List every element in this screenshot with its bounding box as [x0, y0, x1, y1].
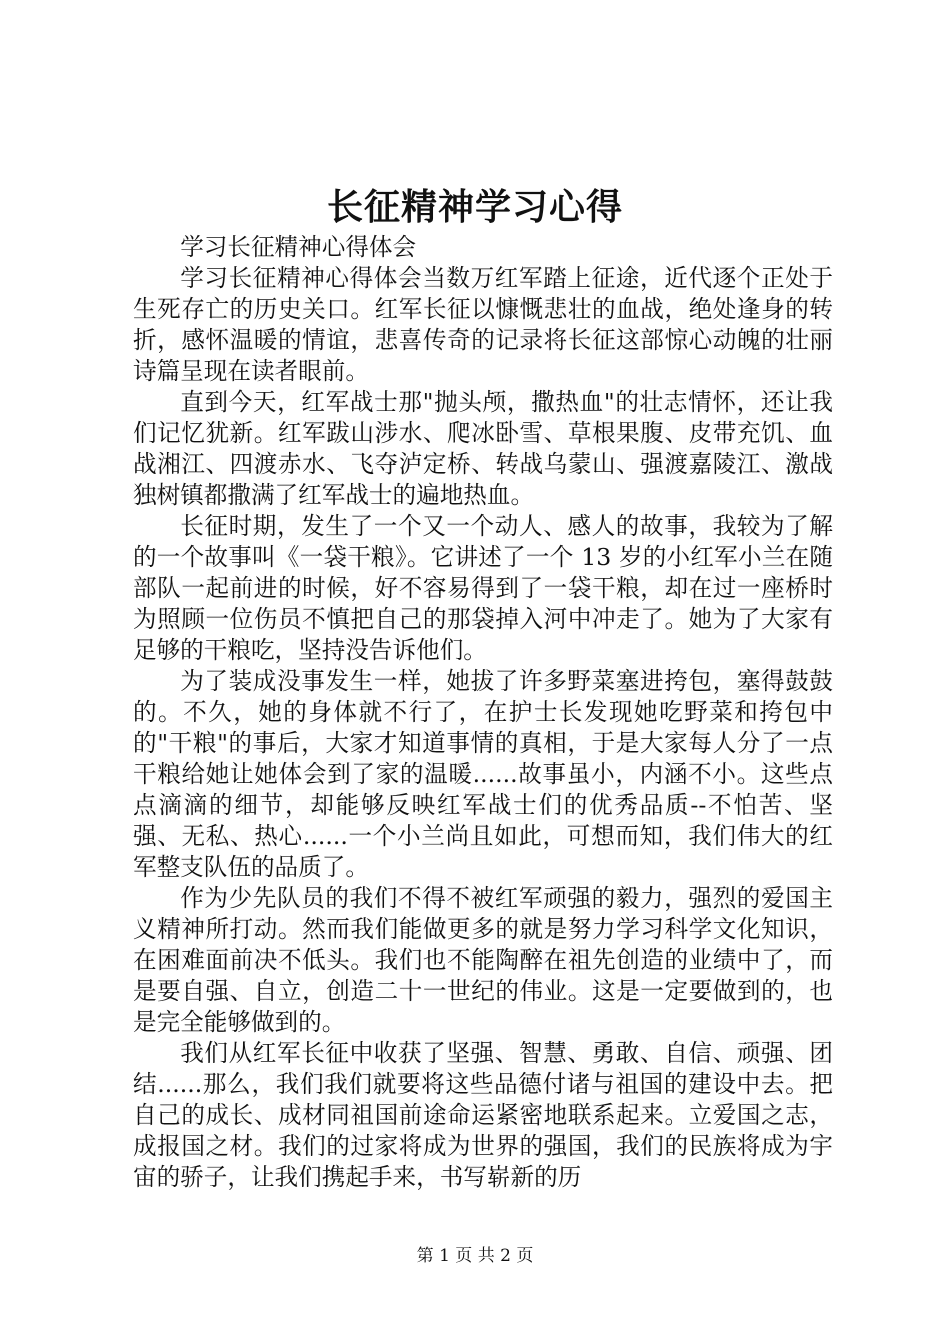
- paragraph: 直到今天，红军战士那"抛头颅，撒热血"的壮志情怀，还让我们记忆犹新。红军跋山涉水、爬冰卧雪、草根果腹、皮带充饥、血战湘江、四渡赤水、飞夺泸定桥、转战乌蒙山、强渡嘉陵江、激战独树镇都撒满了红军战士的遍地热血。: [133, 388, 833, 509]
- paragraph-subtitle: 学习长征精神心得体会: [180, 233, 417, 261]
- paragraph: 我们从红军长征中收获了坚强、智慧、勇敢、自信、顽强、团结......那么，我们我们就要将这些品德付诸与祖国的建设中去。把自己的成长、成材同祖国前途命运紧密地联系起来。立爱国之志，成报国之材。我们的过家将成为世界的强国，我们的民族将成为宇宙的骄子，让我们携起手来，书写崭新的历: [133, 1039, 833, 1191]
- paragraph: 长征时期，发生了一个又一个动人、感人的故事，我较为了解的一个故事叫《一袋干粮》。它讲述了一个 13 岁的小红军小兰在随部队一起前进的时候，好不容易得到了一袋干粮，却在过一座桥时为照顾一位伤员不慎把自己的那袋掉入河中冲走了。她为了大家有足够的干粮吃，坚持没告诉他们。: [133, 512, 833, 664]
- document-body: [133, 232, 833, 1193]
- paragraph: 为了装成没事发生一样，她拔了许多野菜塞进挎包，塞得鼓鼓的。不久，她的身体就不行了，在护士长发现她吃野菜和挎包中的"干粮"的事后，大家才知道事情的真相，于是大家每人分了一点干粮给她让她体会到了家的温暖......故事虽小，内涵不小。这些点点滴滴的细节，却能够反映红军战士们的优秀品质--不怕苦、坚强、无私、热心......一个小兰尚且如此，可想而知，我们伟大的红军整支队伍的品质了。: [133, 667, 833, 881]
- paragraph: 作为少先队员的我们不得不被红军顽强的毅力，强烈的爱国主义精神所打动。然而我们能做更多的就是努力学习科学文化知识，在困难面前决不低头。我们也不能陶醉在祖先创造的业绩中了，而是要自强、自立，创造二十一世纪的伟业。这是一定要做到的，也是完全能够做到的。: [133, 884, 833, 1036]
- document-title: 长征精神学习心得: [326, 186, 623, 228]
- paragraph: 学习长征精神心得体会当数万红军踏上征途，近代逐个正处于生死存亡的历史关口。红军长征以慷慨悲壮的血战，绝处逢身的转折，感怀温暖的情谊，悲喜传奇的记录将长征这部惊心动魄的壮丽诗篇呈现在读者眼前。: [133, 264, 833, 385]
- page-number-footer: 第 1 页 共 2 页: [416, 1246, 534, 1266]
